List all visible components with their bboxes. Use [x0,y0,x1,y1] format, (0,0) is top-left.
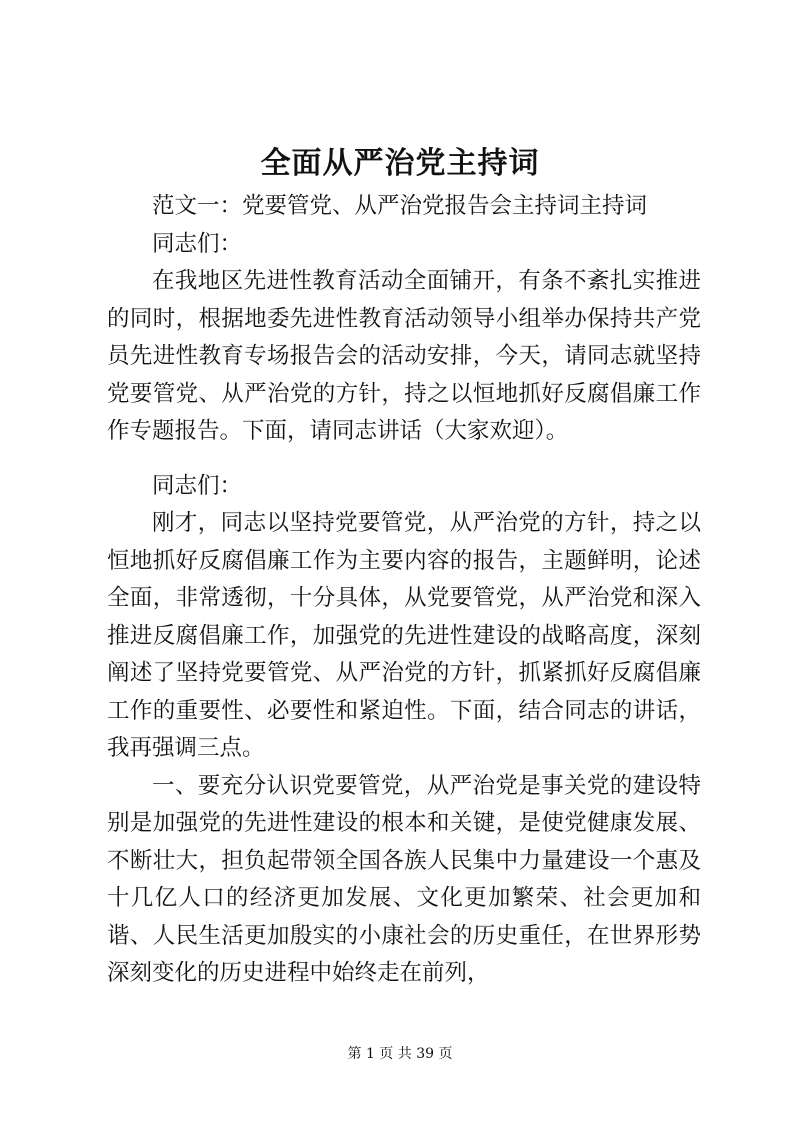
paragraph-point-one: 一、要充分认识党要管党，从严治党是事关党的建设特别是加强党的先进性建设的根本和关键，是使党健康发展、不断壮大，担负起带领全国各族人民集中力量建设一个惠及十几亿人口的经济更加发展、文化更加繁荣、社会更加和谐、人民生活更加殷实的小康社会的历史重任，在世界形势深刻变化的历史进程中始终走在前列， [107,772,701,986]
paragraph-summary: 刚才，同志以坚持党要管党，从严治党的方针，持之以恒地抓好反腐倡廉工作为主要内容的报告，主题鲜明，论述全面，非常透彻，十分具体，从党要管党，从严治党和深入推进反腐倡廉工作，加强党的先进性建设的战略高度，深刻阐述了坚持党要管党、从严治党的方针，抓紧抓好反腐倡廉工作的重要性、必要性和紧迫性。下面，结合同志的讲话，我再强调三点。 [107,510,701,761]
paragraph-intro: 在我地区先进性教育活动全面铺开，有条不紊扎实推进的同时，根据地委先进性教育活动领导小组举办保持共产党员先进性教育专场报告会的活动安排，今天，请同志就坚持党要管党、从严治党的方针，持之以恒地抓好反腐倡廉工作作专题报告。下面，请同志讲话（大家欢迎）。 [107,268,701,444]
page-number-footer: 第 1 页 共 39 页 [347,1046,453,1062]
document-body [107,188,701,993]
paragraph-subtitle: 范文一：党要管党、从严治党报告会主持词主持词 [152,193,648,219]
document-title: 全面从严治党主持词 [260,146,540,181]
paragraph-salutation: 同志们： [152,230,243,257]
paragraph-salutation-2: 同志们： [152,472,243,499]
